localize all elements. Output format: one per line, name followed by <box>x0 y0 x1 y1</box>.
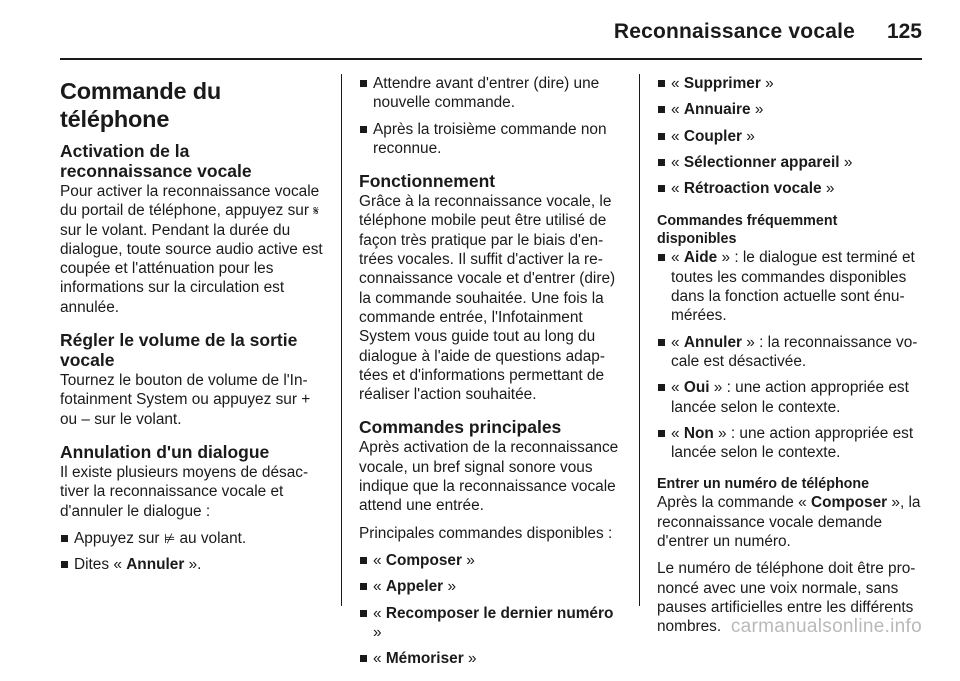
list-item: « Recomposer le dernier numéro » <box>359 604 625 643</box>
section-title-volume: Régler le volume de la sortie vocale <box>60 330 298 371</box>
list-item: « Rétroaction vocale » <box>657 179 923 198</box>
bullet-square <box>658 106 665 113</box>
bullet-square <box>360 126 367 133</box>
bullet-square <box>658 384 665 391</box>
list-item: « Composer » <box>359 551 625 570</box>
section-frequent-commands <box>657 212 923 462</box>
bullet-square <box>658 339 665 346</box>
column-2 <box>359 74 625 681</box>
list-item: Appuyez sur ⊭ au volant. <box>60 529 326 548</box>
main-heading: Commande du téléphone <box>60 78 222 132</box>
list-item: Après la troisième commande non reconnue. <box>359 120 625 159</box>
section-title-cancel: Annulation d'un dialogue <box>60 441 270 462</box>
bullet-square <box>360 610 367 617</box>
column-3 <box>657 74 923 645</box>
section-title-activation: Activation de la reconnaissance vocale <box>60 141 252 181</box>
volume-text: Tournez le bouton de volume de l'Infotainment System ou appuyez sur + ou – sur le volant. <box>60 372 311 428</box>
section-activation <box>60 141 326 317</box>
list-item: « Oui » : une action appropriée est lancée selon le contexte. <box>657 378 923 417</box>
hang-up-icon: ⊭ <box>163 530 176 546</box>
column-divider-2 <box>639 74 640 606</box>
bullet-square <box>360 583 367 590</box>
list-item: Dites « Annuler ». <box>60 555 326 574</box>
main-commands-intro: Principales commandes disponibles : <box>359 524 613 542</box>
section-title-main-commands: Commandes principales <box>359 417 562 438</box>
list-item: « Annuler » : la reconnaissance vocale est désactivée. <box>657 333 923 372</box>
section-title-frequent: Commandes fréquemment disponibles <box>657 213 838 248</box>
enter-number-text-2: Le numéro de téléphone doit être prononcé avec une voix normale, sans pauses artificielles entre les différents nombres. <box>657 560 916 636</box>
bullet-square <box>360 557 367 564</box>
activation-text: Pour activer la reconnaissance vocale du portail de téléphone, appuyez sur 𝄋 sur le volant. Pendant la durée du dialogue, toute source audio active est coupée et l'atténuation pour les informations sur la circulation est annulée. <box>60 183 323 316</box>
bullet-square <box>658 80 665 87</box>
section-operation <box>359 171 625 404</box>
bullet-square <box>61 535 68 542</box>
watermark: carmanualsonline.info <box>730 616 922 637</box>
list-item: « Mémoriser » <box>359 649 625 668</box>
bullet-square <box>658 430 665 437</box>
bullet-square <box>360 80 367 87</box>
list-item: « Appeler » <box>359 577 625 596</box>
section-main-commands <box>359 417 625 668</box>
section-enter-number <box>657 475 923 636</box>
steering-voice-icon: 𝄋 <box>313 203 319 219</box>
page-number: 125 <box>886 20 922 43</box>
section-title-operation: Fonctionnement <box>359 171 496 192</box>
bullet-square <box>658 133 665 140</box>
operation-text: Grâce à la reconnaissance vocale, le téléphone mobile peut être utilisé de façon très pratique par le biais d'entrées vocales. Il suffit d'activer la reconnaissance vocale et d'entrer (dire) la commande souhaitée. Une fois la commande entrée, l'Infotainment System vous guide tout au long du dialogue à l'aide de questions adaptées et d'informations permettant de réaliser l'action souhaitée. <box>359 193 616 404</box>
list-item: Attendre avant d'entrer (dire) une nouvelle commande. <box>359 74 625 113</box>
column-divider-1 <box>341 74 342 606</box>
header-title: Reconnaissance vocale <box>613 20 855 43</box>
list-item: « Supprimer » <box>657 74 923 93</box>
section-title-enter-number: Entrer un numéro de téléphone <box>657 476 870 493</box>
bullet-square <box>658 159 665 166</box>
section-volume <box>60 330 326 429</box>
bullet-square <box>360 655 367 662</box>
list-item: « Coupler » <box>657 127 923 146</box>
bullet-square <box>658 185 665 192</box>
column-1 <box>60 74 326 587</box>
list-item: « Sélectionner appareil » <box>657 153 923 172</box>
header-divider <box>60 58 922 60</box>
bullet-square <box>658 254 665 261</box>
enter-number-text: Après la commande « Composer », la reconnaissance vocale demande d'entrer un numéro. <box>657 494 921 551</box>
bullet-square <box>61 561 68 568</box>
list-item: « Aide » : le dialogue est terminé et toutes les commandes disponibles dans la fonction actuelle sont énumérées. <box>657 248 923 325</box>
list-item: « Non » : une action appropriée est lancée selon le contexte. <box>657 424 923 463</box>
list-item: « Annuaire » <box>657 100 923 119</box>
cancel-text: Il existe plusieurs moyens de désactiver la reconnaissance vocale et d'annuler le dialogue : <box>60 463 309 520</box>
main-commands-text: Après activation de la reconnaissance vocale, un bref signal sonore vous indique que la reconnaissance vocale attend une entrée. <box>359 439 619 515</box>
section-cancel <box>60 442 326 574</box>
